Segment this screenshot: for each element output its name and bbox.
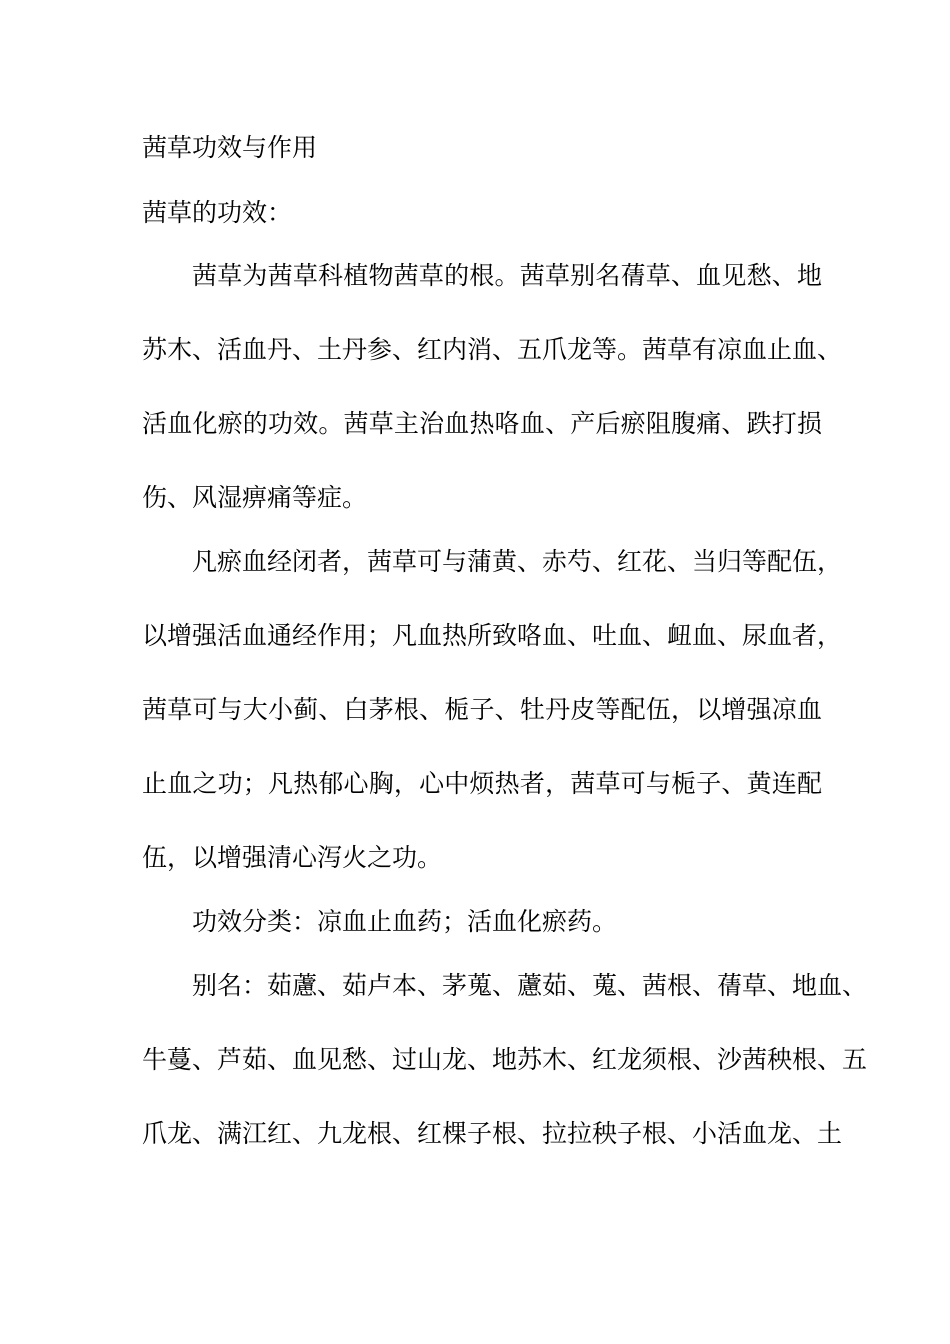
classification-line: 功效分类：凉血止血药；活血化瘀药。 [192,907,618,936]
paragraph-line: 茜草可与大小蓟、白茅根、栀子、牡丹皮等配伍，以增强凉血 [142,695,822,724]
paragraph-line: 伤、风湿痹痛等症。 [142,483,368,512]
alias-line: 牛蔓、芦茹、血见愁、过山龙、地苏木、红龙须根、沙茜秧根、五 [142,1045,868,1074]
paragraph-line: 苏木、活血丹、土丹参、红内消、五爪龙等。茜草有凉血止血、 [142,335,843,364]
paragraph-line: 止血之功；凡热郁心胸，心中烦热者，茜草可与栀子、黄连配 [142,769,822,798]
paragraph-line: 茜草为茜草科植物茜草的根。茜草别名蒨草、血见愁、地 [192,261,822,290]
alias-line: 爪龙、满江红、九龙根、红棵子根、拉拉秧子根、小活血龙、土 [142,1119,843,1148]
alias-line: 别名：茹藘、茹卢本、茅蒐、藘茹、蒐、茜根、蒨草、地血、 [192,971,868,1000]
section-heading: 茜草的功效： [142,198,293,227]
paragraph-line: 凡瘀血经闭者，茜草可与蒲黄、赤芍、红花、当归等配伍， [192,547,843,576]
paragraph-line: 以增强活血通经作用；凡血热所致咯血、吐血、衄血、尿血者， [142,621,843,650]
paragraph-line: 伍，以增强清心泻火之功。 [142,843,443,872]
document-title: 茜草功效与作用 [142,133,318,162]
paragraph-line: 活血化瘀的功效。茜草主治血热咯血、产后瘀阻腹痛、跌打损 [142,409,822,438]
